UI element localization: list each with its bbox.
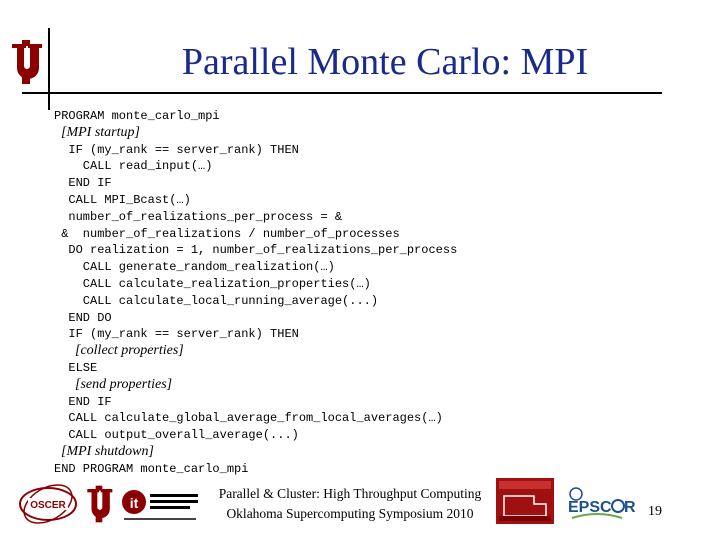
page-number: 19 <box>648 504 662 519</box>
code-comment-line: [MPI startup] <box>54 124 140 140</box>
code-line: END DO <box>54 310 112 325</box>
code-line: CALL generate_random_realization(…) <box>54 260 335 275</box>
code-line: CALL calculate_local_running_average(...) <box>54 293 379 308</box>
code-line: END IF <box>54 394 112 409</box>
code-line: CALL calculate_global_average_from_local_averages(…) <box>54 411 443 426</box>
it-logo-icon <box>120 486 200 524</box>
svg-text:it: it <box>129 495 139 511</box>
code-line: DO realization = 1, number_of_realizations_per_process <box>54 243 458 258</box>
svg-text:OSCER: OSCER <box>30 500 66 511</box>
symposium-2010-logo-icon <box>496 478 554 524</box>
footer-line-2: Oklahoma Supercomputing Symposium 2010 <box>226 506 474 521</box>
code-comment-line: [send properties] <box>54 376 173 392</box>
code-line: & number_of_realizations / number_of_processes <box>54 226 400 241</box>
code-comment-line: [collect properties] <box>54 343 184 359</box>
code-comment-line: [MPI shutdown] <box>54 443 154 459</box>
code-line: END IF <box>54 176 112 191</box>
code-line: END PROGRAM monte_carlo_mpi <box>54 461 249 476</box>
code-line: CALL read_input(…) <box>54 159 213 174</box>
code-line: PROGRAM monte_carlo_mpi <box>54 109 220 123</box>
code-line: CALL MPI_Bcast(…) <box>54 192 191 207</box>
code-line: IF (my_rank == server_rank) THEN <box>54 142 299 157</box>
svg-text:R: R <box>624 499 636 516</box>
ou-logo-small-icon <box>84 484 114 524</box>
svg-text:EPSC: EPSC <box>568 499 612 516</box>
code-block <box>54 108 704 478</box>
epscor-logo-icon <box>562 484 636 524</box>
code-line: ELSE <box>54 360 98 375</box>
code-line: CALL calculate_realization_properties(…) <box>54 276 371 291</box>
code-line: CALL output_overall_average(...) <box>54 428 299 443</box>
footer-line-1: Parallel & Cluster: High Throughput Computing <box>218 486 482 501</box>
slide-title: Parallel Monte Carlo: MPI <box>181 41 589 83</box>
header-horizontal-rule <box>22 92 662 94</box>
ou-logo-icon <box>8 40 44 84</box>
footer-text <box>200 484 500 524</box>
code-line: number_of_realizations_per_process = & <box>54 209 343 224</box>
code-line: IF (my_rank == server_rank) THEN <box>54 327 299 342</box>
oscer-logo-icon <box>18 484 78 524</box>
header-vertical-rule <box>48 28 50 110</box>
